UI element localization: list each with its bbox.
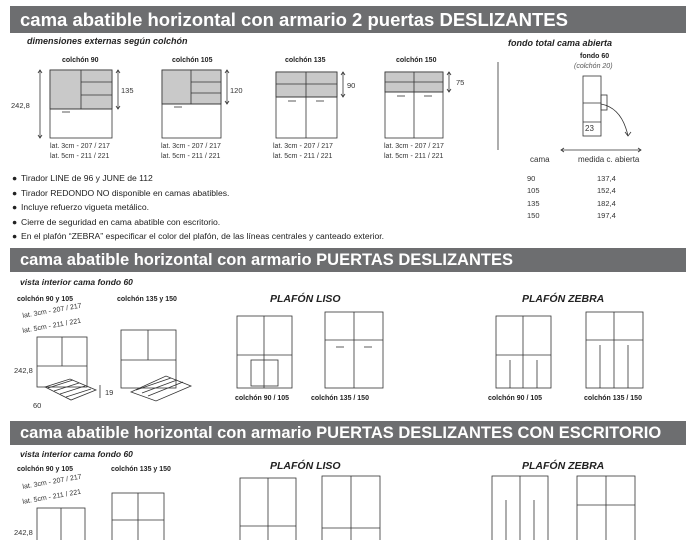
section2-title: cama abatible horizontal con armario PUERTAS DESLIZANTES xyxy=(10,248,686,272)
unit-label-105: colchón 105 xyxy=(172,57,213,64)
note-text: Tirador LINE de 96 y JUNE de 112 xyxy=(21,173,153,183)
section1-subtitle: dimensiones externas según colchón xyxy=(27,36,188,46)
caption-zebra-small: colchón 90 / 105 xyxy=(488,395,543,402)
list-item: ● Incluye refuerzo vigueta metálico. xyxy=(12,202,150,212)
unit-lat2-105: lat. 5cm - 211 / 221 xyxy=(161,153,221,160)
section2-plafon-liso: PLAFÓN LISO xyxy=(270,293,341,305)
depth-cama-90: 90 xyxy=(527,173,536,183)
note-text: En el plafón “ZEBRA” especificar el color del plafón, de las líneas centrales y canteado exterior. xyxy=(21,231,385,241)
unit-lat2-150: lat. 5cm - 211 / 221 xyxy=(384,153,444,160)
section2-plafon-zebra: PLAFÓN ZEBRA xyxy=(522,293,605,305)
depth-medida-90: 137,4 xyxy=(597,173,616,183)
note-text: Incluye refuerzo vigueta metálico. xyxy=(21,202,150,212)
unit-height-135: 90 xyxy=(347,81,356,90)
unit-lat1-135: lat. 3cm - 207 / 217 xyxy=(273,143,333,150)
side-mark: 23 xyxy=(585,124,594,133)
section3-title: cama abatible horizontal con armario PUERTAS DESLIZANTES CON ESCRITORIO xyxy=(10,421,686,445)
side-subtitle: (colchón 20) xyxy=(574,63,613,70)
unit-lat2-135: lat. 5cm - 211 / 221 xyxy=(273,153,333,160)
caption-zebra-large: colchón 135 / 150 xyxy=(584,395,642,402)
section1-title: cama abatible horizontal con armario 2 puertas DESLIZANTES xyxy=(10,6,686,33)
section2-lat1: lat. 3cm - 207 / 217 xyxy=(22,302,83,320)
section2-col-small: colchón 90 y 105 xyxy=(17,296,74,303)
note-text: Cierre de seguridad en cama abatible con escritorio. xyxy=(21,216,221,227)
depth-cama-135: 135 xyxy=(527,198,540,208)
section3-col-large: colchón 135 y 150 xyxy=(111,466,171,473)
caption-liso-large: colchón 135 / 150 xyxy=(311,395,369,402)
section3-height: 242,8 xyxy=(14,528,33,537)
section2-leg: 19 xyxy=(105,388,114,397)
section2-height: 242,8 xyxy=(14,366,33,375)
unit-lat2-90: lat. 5cm - 211 / 221 xyxy=(50,153,110,160)
unit-height-105: 120 xyxy=(230,86,243,95)
depth-col-cama: cama xyxy=(530,155,550,164)
unit-label-150: colchón 150 xyxy=(396,57,437,64)
depth-medida-135: 182,4 xyxy=(597,198,616,208)
section2-col-large: colchón 135 y 150 xyxy=(117,296,177,303)
unit-height-90: 135 xyxy=(121,86,134,95)
unit-lat1-150: lat. 3cm - 207 / 217 xyxy=(384,143,444,150)
section2-subtitle: vista interior cama fondo 60 xyxy=(20,277,133,287)
section3-plafon-liso: PLAFÓN LISO xyxy=(270,460,341,472)
unit-lat1-90: lat. 3cm - 207 / 217 xyxy=(50,143,110,150)
list-item: ● En el plafón “ZEBRA” especificar el color del plafón, de las líneas centrales y canteado exterior. xyxy=(12,231,385,241)
depth-cama-105: 105 xyxy=(527,186,540,196)
list-item: ● Tirador REDONDO NO disponible en camas abatibles. xyxy=(12,187,230,198)
unit-label-135: colchón 135 xyxy=(285,57,326,64)
depth-medida-150: 197,4 xyxy=(597,211,616,221)
side-title: fondo 60 xyxy=(580,53,610,60)
total-height-label: 242,8 xyxy=(11,101,30,110)
depth-cama-150: 150 xyxy=(527,211,540,221)
unit-label-90: colchón 90 xyxy=(62,57,99,64)
section3-col-small: colchón 90 y 105 xyxy=(17,466,74,473)
section3-lat2: lat. 5cm - 211 / 221 xyxy=(22,488,82,506)
list-item: ● Cierre de seguridad en cama abatible con escritorio. xyxy=(12,216,221,227)
unit-height-150: 75 xyxy=(456,78,465,87)
caption-liso-small: colchón 90 / 105 xyxy=(235,395,290,402)
section1-right-subtitle: fondo total cama abierta xyxy=(508,38,613,48)
depth-medida-105: 152,4 xyxy=(597,186,616,196)
section3-subtitle: vista interior cama fondo 60 xyxy=(20,449,133,459)
list-item: ● Tirador LINE de 96 y JUNE de 112 xyxy=(12,173,153,183)
section2-lat2: lat. 5cm - 211 / 221 xyxy=(22,317,82,335)
section2-depth: 60 xyxy=(33,401,42,410)
unit-lat1-105: lat. 3cm - 207 / 217 xyxy=(161,143,221,150)
section3-lat1: lat. 3cm - 207 / 217 xyxy=(22,473,83,491)
depth-col-medida: medida c. abierta xyxy=(578,155,640,164)
section3-plafon-zebra: PLAFÓN ZEBRA xyxy=(522,460,605,472)
note-text: Tirador REDONDO NO disponible en camas abatibles. xyxy=(21,187,230,198)
